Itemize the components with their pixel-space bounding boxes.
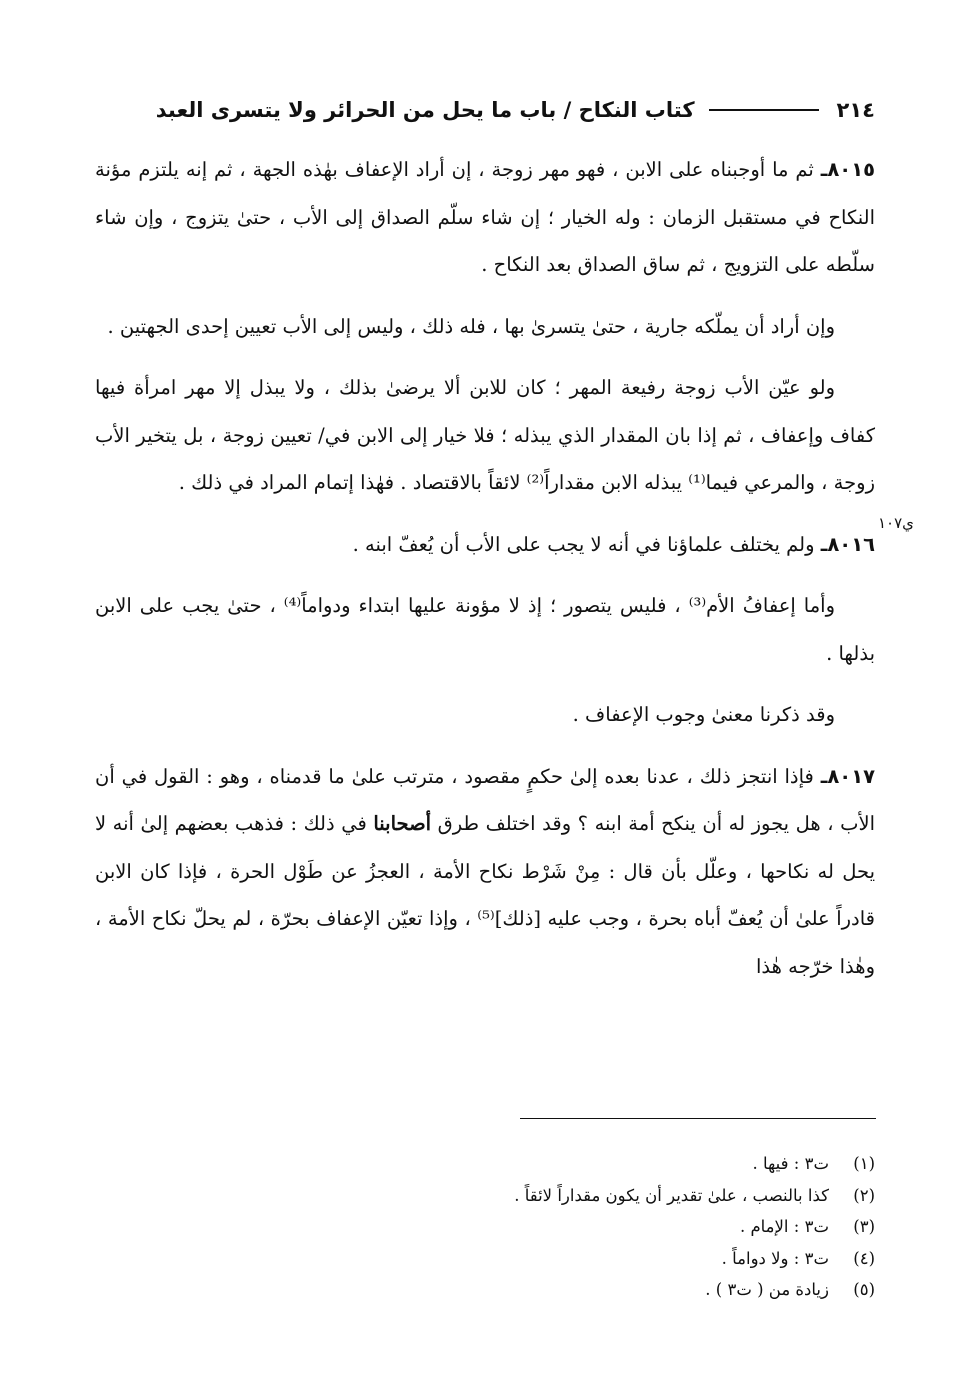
footnote xyxy=(95,1211,875,1243)
paragraph-text: وأما إعفافُ الأم⁽³⁾ ، فليس يتصور ؛ إذ لا مؤونة عليها ابتداء ودواماً⁽⁴⁾ ، حتىٰ يجب على الابن بذلها . xyxy=(95,594,875,665)
footnote-number: (١) xyxy=(853,1154,875,1173)
paragraph-text: ثم ما أوجبناه على الابن ، فهو مهر زوجة ، إن أراد الإعفاف بهٰذه الجهة ، ثم إنه يلتزم مؤنة النكاح في مستقبل الزمان : وله الخيار ؛ إن شاء سلّم الصداق إلى الأب ، حتىٰ يتزوج ، وإن شاء سلّطه على التزويج ، ثم ساق الصداق بعد النكاح . xyxy=(95,158,875,276)
footnote-text: زيادة من ( ت٣ ) . xyxy=(705,1280,829,1299)
footnotes xyxy=(95,1148,875,1306)
footnote-number: (٤) xyxy=(853,1248,875,1268)
footnote-number: (٢) xyxy=(853,1185,875,1205)
footnote xyxy=(95,1180,875,1212)
margin-reference: ي١٠٧ xyxy=(878,514,914,532)
footnote-text: كذا بالنصب ، علىٰ تقدير أن يكون مقداراً لائقاً . xyxy=(514,1185,829,1205)
paragraph-text: فإذا انتجز ذلك ، عدنا بعده إلىٰ حكمٍ مقصود ، مترتب علىٰ ما قدمناه ، وهو : القول في أن الأب ، هل يجوز له أن ينكح أمة ابنه ؟ وقد اختلف طرق xyxy=(95,764,875,835)
page-number: ٢١٤ xyxy=(836,98,875,122)
paragraph xyxy=(95,691,875,739)
emphasized-term: أصحابنا xyxy=(373,812,432,835)
paragraph-text-continued: في ذلك : فذهب بعضهم إلىٰ أنه لا يحل له نكاحها ، وعلّل بأن قال : مِنْ شَرْط نكاح الأمة ، العجزُ عن طَوْل الحرة ، فإذا كان الابن قادراً علىٰ أن يُعفّ أباه بحرة ، وجب عليه [ذلك]⁽⁵⁾ ، وإذا تعيّن الإعفاف بحرّة ، لم يحلّ نكاح الأمة ، وهٰذا خرّجه هٰذا xyxy=(95,812,875,978)
paragraph xyxy=(95,364,875,507)
footnote-separator xyxy=(520,1118,876,1119)
paragraph-8017 xyxy=(95,753,875,991)
running-title: كتاب النكاح / باب ما يحل من الحرائر ولا يتسرى العبد xyxy=(155,98,695,122)
paragraph-number: ٨٠١٥ـ xyxy=(820,158,875,181)
footnote-text: ت٣ : فيها . xyxy=(752,1154,829,1173)
paragraph-text: وإن أراد أن يملّكه جارية ، حتىٰ يتسرىٰ بها ، فله ذلك ، وليس إلى الأب تعيين إحدى الجهتين . xyxy=(107,314,835,338)
header-rule xyxy=(709,109,819,111)
paragraph-8016 xyxy=(95,521,875,569)
footnote-text: ت٣ : ولا دواماً . xyxy=(721,1248,829,1268)
paragraph xyxy=(95,303,875,351)
paragraph-number: ٨٠١٧ـ xyxy=(820,764,875,788)
paragraph-text: ولم يختلف علماؤنا في أنه لا يجب على الأب أن يُعفّ ابنه . xyxy=(352,532,821,556)
paragraph xyxy=(95,582,875,677)
paragraph-number: ٨٠١٦ـ xyxy=(820,532,875,556)
main-text xyxy=(95,146,875,1004)
footnote xyxy=(95,1148,875,1180)
paragraph-8015 xyxy=(95,146,875,289)
footnote-text: ت٣ : الإمام . xyxy=(739,1217,829,1236)
paragraph-text: وقد ذكرنا معنىٰ وجوب الإعفاف . xyxy=(572,703,835,726)
footnote xyxy=(95,1243,875,1275)
paragraph-text: ولو عيّن الأب زوجة رفيعة المهر ؛ كان للابن ألا يرضىٰ بذلك ، ولا يبذل إلا مهر امرأة فيها كفاف وإعفاف ، ثم إذا بان المقدار الذي يبذله ؛ فلا خيار إلى الابن في/ تعيين زوجة ، بل يتخير الأب زوجة ، والمرعي فيما⁽¹⁾ يبذله الابن مقداراً⁽²⁾ لائقاً بالاقتصاد . فهٰذا إتمام المراد في ذلك . xyxy=(95,376,875,494)
running-header xyxy=(95,88,875,132)
footnote xyxy=(95,1274,875,1306)
footnote-number: (٣) xyxy=(853,1217,875,1236)
footnote-number: (٥) xyxy=(853,1280,875,1299)
